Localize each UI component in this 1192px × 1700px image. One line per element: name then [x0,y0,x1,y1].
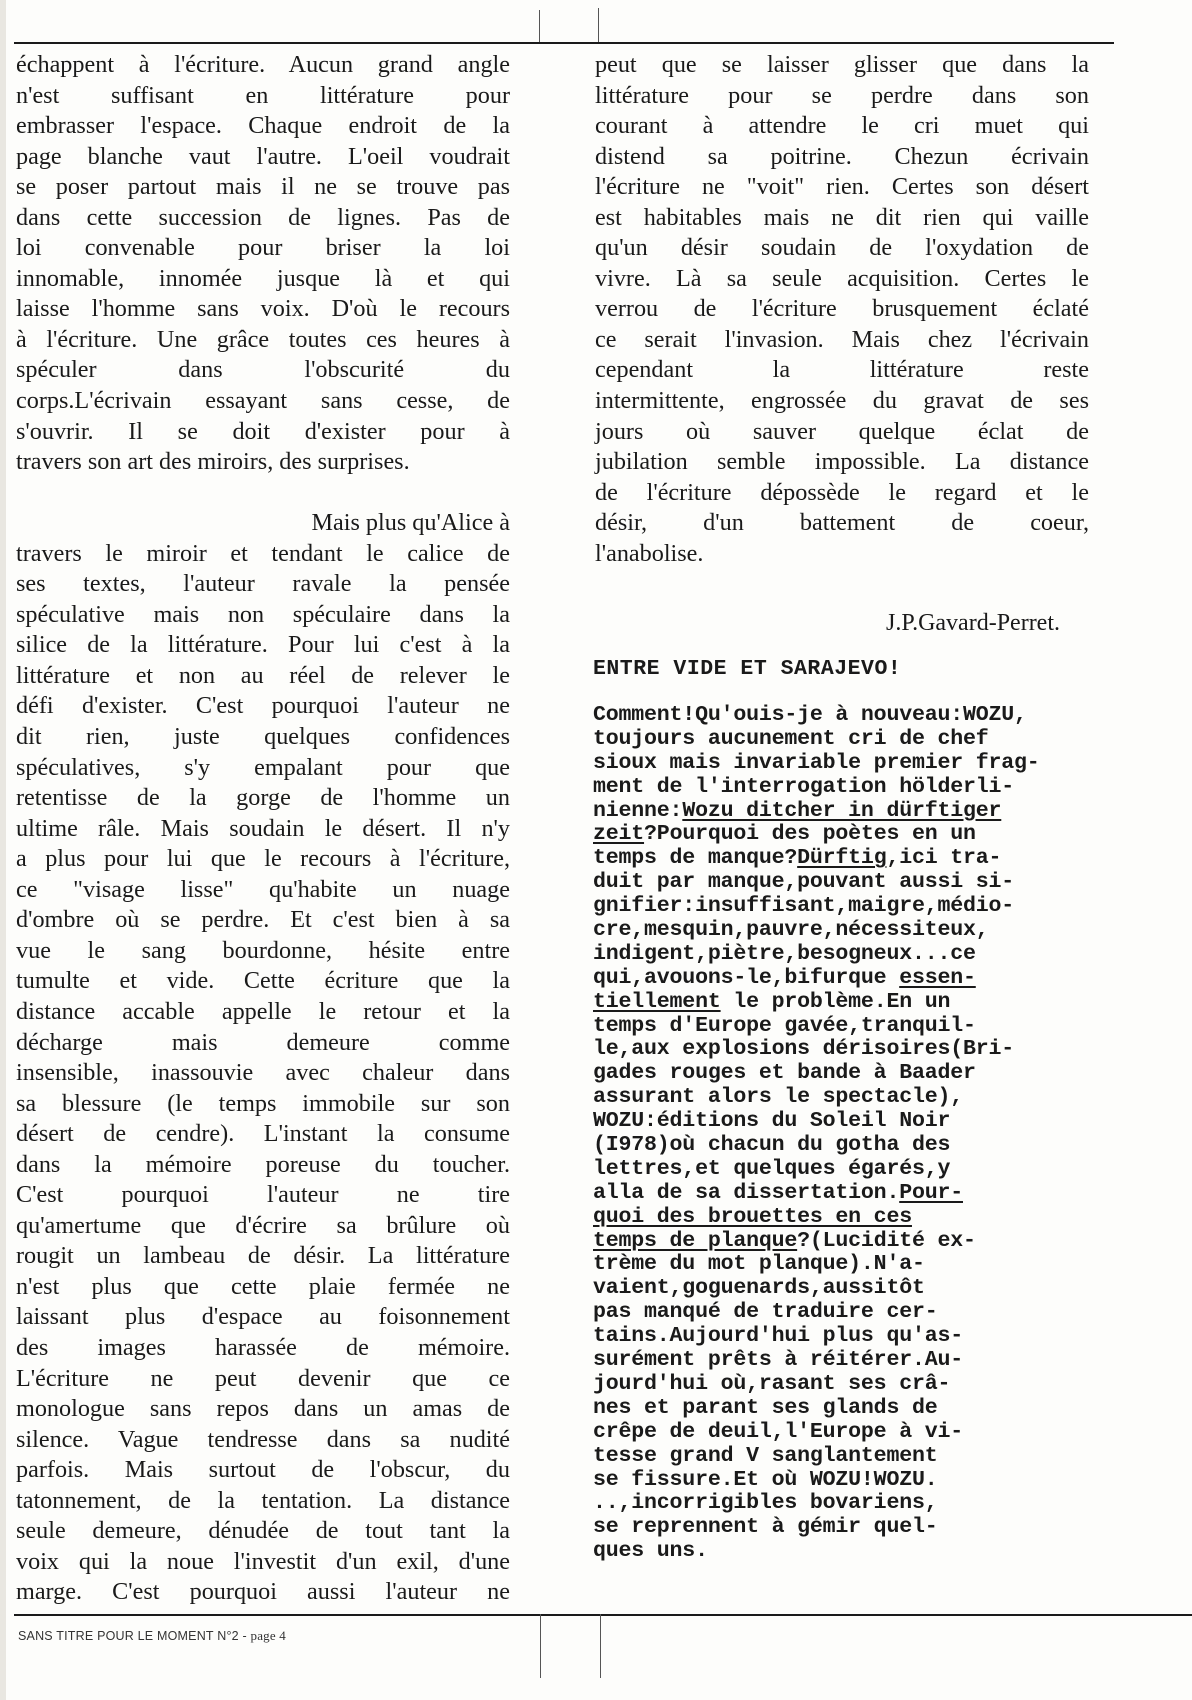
text-run: nes et parant ses glands de [593,1395,938,1420]
text-line: spéculative mais non spéculaire dans la [16,600,510,628]
underlined-phrase: Wozu ditcher in dürftiger [682,798,1002,823]
text-line: défi d'exister. C'est pourquoi l'auteur ne [16,692,510,720]
text-line: loi convenable pour briser la loi [16,234,510,262]
typewritten-line [593,1015,1113,1039]
text-line: qu'un désir soudain de l'oxydation de [595,234,1089,262]
text-run: temps de manque? [593,846,798,871]
typewritten-line [593,991,1113,1015]
text-run: gades rouges et bande à Baader [593,1061,976,1086]
underlined-phrase: temps de planque [593,1228,798,1253]
typewritten-line [593,1469,1113,1493]
typewritten-line [593,728,1113,752]
text-line: tatonnement, de la tentation. La distance [16,1486,510,1514]
typewritten-line [593,1110,1113,1134]
text-line: Mais plus qu'Alice à [311,509,510,537]
text-line: vue le sang bourdonne, hésite entre [16,936,510,964]
text-line: corps.L'écrivain essayant sans cesse, de [16,387,510,415]
column-divider-tick [598,8,599,42]
text-line: silice de la littérature. Pour lui c'est à la [16,631,510,659]
text-line: d'ombre où se perdre. Et c'est bien à sa [16,906,510,934]
text-line: laissant plus d'espace au foisonnement [16,1303,510,1331]
typewritten-line [593,967,1113,991]
page-number: page 4 [250,1628,286,1643]
text-run: qui,avouons-le,bifurque [593,965,900,990]
text-run: vaient,goguenards,aussitôt [593,1276,925,1301]
text-line: a plus pour lui que le recours à l'écriture, [16,845,510,873]
typewritten-line [593,1301,1113,1325]
text-run: lettres,et quelques égarés,y [593,1156,951,1181]
text-run: alla de sa dissertation. [593,1180,900,1205]
text-line: L'écriture ne peut devenir que ce [16,1364,510,1392]
text-line: sa blessure (le temps immobile sur son [16,1089,510,1117]
text-run: ..,incorrigibles bovariens, [593,1491,938,1516]
text-run: ,ici tra- [886,846,1002,871]
text-run: tains.Aujourd'hui plus qu'as- [593,1324,963,1349]
text-line: travers le miroir et tendant le calice de [16,539,510,567]
typewritten-line [593,1134,1113,1158]
text-line: l'anabolise. [595,539,704,567]
typewritten-line [593,1230,1113,1254]
text-line: ultime râle. Mais soudain le désert. Il n'y [16,814,510,842]
text-line: monologue sans repos dans un amas de [16,1395,510,1423]
text-run: trème du mot planque).N'a- [593,1252,925,1277]
text-line: distance accable appelle le retour et la [16,997,510,1025]
underlined-phrase: Dürftig [797,846,887,871]
typewritten-line [593,752,1113,776]
text-line: de l'écriture dépossède le regard et le [595,478,1089,506]
text-run: (I978)où chacun du gotha des [593,1133,951,1158]
underlined-phrase: zeit [593,822,645,847]
text-line: travers son art des miroirs, des surprises. [16,448,410,476]
text-line: dit rien, juste quelques confidences [16,723,510,751]
column-divider-tick [540,1614,541,1678]
text-line: innomable, innomée jusque là et qui [16,264,510,292]
typewritten-line [593,895,1113,919]
typewritten-line [593,1038,1113,1062]
text-line: qu'amertume que d'écrire sa brûlure où [16,1211,510,1239]
text-line: l'écriture ne "voit" rien. Certes son désert [595,173,1089,201]
text-line: intermittente, engrossée du gravat de ses [595,387,1089,415]
text-line: seule demeure, dénudée de tout tant la [16,1517,510,1545]
text-run: nienne: [593,798,683,823]
typewritten-title: ENTRE VIDE ET SARAJEVO! [593,657,902,681]
text-line: marge. C'est pourquoi aussi l'auteur ne [16,1578,510,1606]
text-line: rougit un lambeau de désir. La littérature [16,1242,510,1270]
text-line: désir, d'un battement de coeur, [595,509,1089,537]
text-run: cre,mesquin,pauvre,nécessiteux, [593,918,989,943]
text-run: le problème.En un [720,989,951,1014]
typewritten-line [593,1421,1113,1445]
text-run: se fissure.Et où WOZU!WOZU. [593,1467,938,1492]
text-line: s'ouvrir. Il se doit d'exister pour à [16,417,510,445]
text-run: crêpe de deuil,l'Europe à vi- [593,1419,963,1444]
typewritten-line [593,1277,1113,1301]
column-divider-tick [600,1614,601,1678]
text-line: retentisse de la gorge de l'homme un [16,784,510,812]
typewritten-line [593,1373,1113,1397]
underlined-phrase: essen- [899,965,976,990]
text-line: spéculer dans l'obscurité du [16,356,510,384]
text-line: est habitables mais ne dit rien qui vaille [595,203,1089,231]
text-run: sioux mais invariable premier frag- [593,750,1040,775]
text-line: peut que se laisser glisser que dans la [595,51,1089,78]
typewritten-line [593,1182,1113,1206]
typewritten-line [593,1206,1113,1230]
typewritten-line [593,1397,1113,1421]
text-line: dans cette succession de lignes. Pas de [16,203,510,231]
text-line [16,478,510,509]
text-line: vivre. Là sa seule acquisition. Certes le [595,264,1089,292]
text-line: dans la mémoire poreuse du toucher. [16,1150,510,1178]
text-run: gnifier:insuffisant,maigre,médio- [593,894,1015,919]
typewritten-line [593,943,1113,967]
text-line: distend sa poitrine. Chezun écrivain [595,142,1089,170]
text-line: des images harassée de mémoire. [16,1333,510,1361]
text-run: assurant alors le spectacle), [593,1085,963,1110]
underlined-phrase: Pour- [899,1180,963,1205]
text-run: indigent,piètre,besogneux...ce [593,941,976,966]
typewritten-line [593,1492,1113,1516]
text-run: ?Pourquoi des poètes en un [644,822,976,847]
text-run: ques uns. [593,1539,708,1564]
text-run: ?(Lucidité ex- [797,1228,976,1253]
underlined-phrase: tiellement [593,989,721,1014]
typewritten-line [593,871,1113,895]
page-footer [18,1628,286,1644]
text-line: n'est plus que cette plaie fermée ne [16,1272,510,1300]
typewritten-line [593,704,1113,728]
text-run: ment de l'interrogation hölderli- [593,774,1015,799]
underlined-phrase: quoi des brouettes en ces [593,1204,912,1229]
text-line: voix qui la noue l'investit d'un exil, d'une [16,1547,510,1575]
text-line: jours où sauver quelque éclat de [595,417,1089,445]
text-line: insensible, inassouvie avec chaleur dans [16,1059,510,1087]
text-run: jourd'hui où,rasant ses crâ- [593,1371,951,1396]
author-signature: J.P.Gavard-Perret. [886,610,1060,636]
bottom-rule [14,1614,1192,1616]
text-line: courant à attendre le cri muet qui [595,112,1089,140]
column-divider-tick [539,10,540,42]
typewritten-line [593,1540,1113,1564]
typewritten-line [593,1325,1113,1349]
text-run: tesse grand V sanglantement [593,1443,938,1468]
typewritten-line [593,1253,1113,1277]
text-line: tumulte et vide. Cette écriture que la [16,967,510,995]
right-column-text [595,50,1089,569]
text-line: littérature pour se perdre dans son [595,81,1089,109]
text-line: jubilation semble impossible. La distance [595,448,1089,476]
text-run: toujours aucunement cri de chef [593,726,989,751]
text-line: laisse l'homme sans voix. D'où le recours [16,295,510,323]
typewritten-line [593,823,1113,847]
text-line: décharge mais demeure comme [16,1028,510,1056]
text-run: duit par manque,pouvant aussi si- [593,870,1015,895]
left-column-text [16,50,510,1608]
top-rule [14,42,1114,44]
typewritten-line [593,776,1113,800]
text-line: à l'écriture. Une grâce toutes ces heures à [16,325,510,353]
typewritten-line [593,1158,1113,1182]
typewritten-line [593,847,1113,871]
text-line: embrasser l'espace. Chaque endroit de la [16,112,510,140]
text-line: échappent à l'écriture. Aucun grand angle [16,51,510,78]
text-run: Comment!Qu'ouis-je à nouveau:WOZU, [593,703,1027,727]
typewritten-line [593,1516,1113,1540]
text-line: ce serait l'invasion. Mais chez l'écrivain [595,325,1089,353]
typewritten-line [593,1349,1113,1373]
typewritten-line [593,800,1113,824]
text-run: pas manqué de traduire cer- [593,1300,938,1325]
typewritten-text [593,704,1113,1564]
text-line: C'est pourquoi l'auteur ne tire [16,1181,510,1209]
text-run: se reprennent à gémir quel- [593,1515,938,1540]
text-line: ce "visage lisse" qu'habite un nuage [16,875,510,903]
text-line: page blanche vaut l'autre. L'oeil voudrait [16,142,510,170]
publication-name: SANS TITRE POUR LE MOMENT N°2 - [18,1629,251,1643]
text-line: spéculatives, s'y empalant pour que [16,753,510,781]
typewritten-line [593,1445,1113,1469]
text-line: cependant la littérature reste [595,356,1089,384]
text-line: n'est suffisant en littérature pour [16,81,510,109]
text-run: WOZU:éditions du Soleil Noir [593,1109,951,1134]
typewritten-line [593,919,1113,943]
typewritten-line [593,1086,1113,1110]
text-line: verrou de l'écriture brusquement éclaté [595,295,1089,323]
typewritten-line [593,1062,1113,1086]
text-run: le,aux explosions dérisoires(Bri- [593,1037,1015,1062]
text-line: parfois. Mais surtout de l'obscur, du [16,1456,510,1484]
text-line: silence. Vague tendresse dans sa nudité [16,1425,510,1453]
text-run: temps d'Europe gavée,tranquil- [593,1013,976,1038]
text-line: littérature et non au réel de relever le [16,661,510,689]
scan-edge-strip [0,0,6,1700]
text-run: surément prêts à réitérer.Au- [593,1348,963,1373]
text-line: se poser partout mais il ne se trouve pas [16,173,510,201]
text-line: ses textes, l'auteur ravale la pensée [16,570,510,598]
text-line: désert de cendre). L'instant la consume [16,1120,510,1148]
